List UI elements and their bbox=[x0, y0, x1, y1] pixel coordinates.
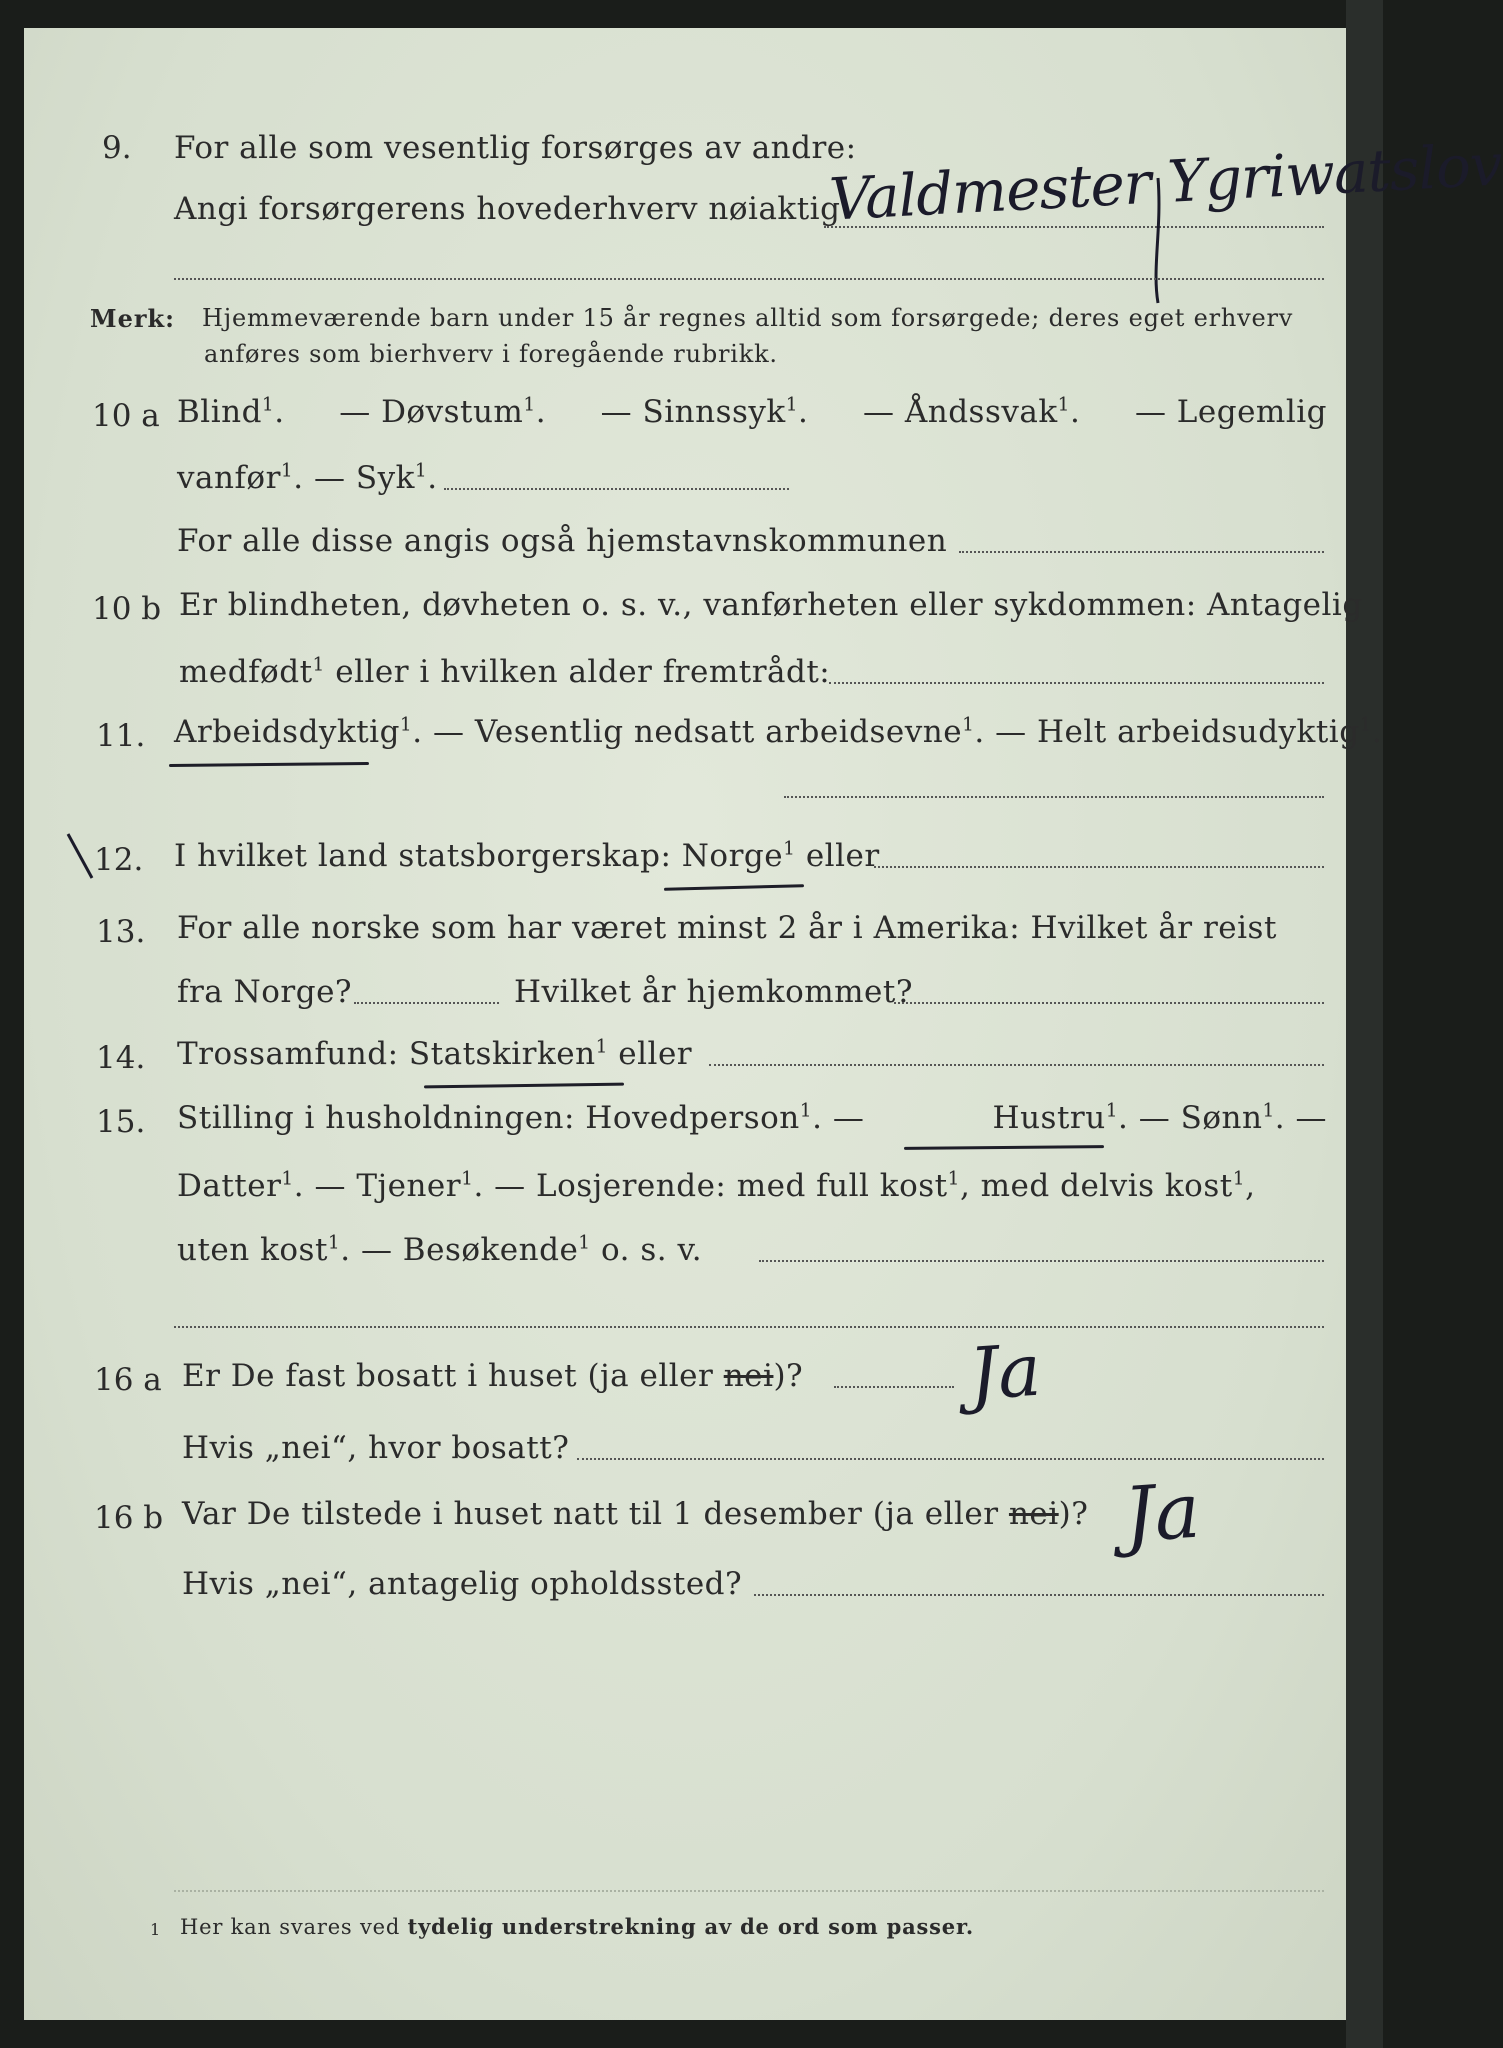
q16a-answer-line bbox=[834, 1386, 954, 1388]
q9-handwritten-answer: Valdmester Ygriwatslov bbox=[827, 130, 1503, 234]
q10a-line2: vanfør$^1$. — Syk$^1$. bbox=[177, 460, 438, 496]
q15-line1: Stilling i husholdningen: Hovedperson$^1$. — Hustru$^1$. — Sønn$^1$. — bbox=[177, 1100, 1327, 1136]
footnote-text: Her kan svares ved tydelig understrekning av de ord som passer. bbox=[180, 1914, 975, 1939]
q10a-blind: Blind$^1$. bbox=[177, 394, 285, 430]
q13-hjemkommet-line bbox=[894, 1002, 1324, 1004]
q16a-line1: Er De fast bosatt i huset (ja eller nei)? bbox=[182, 1358, 804, 1394]
census-form-page bbox=[24, 28, 1503, 2020]
q10b-line1: Er blindheten, døvheten o. s. v., vanførheten eller sykdommen: Antagelig bbox=[179, 587, 1363, 623]
q14-line: Trossamfund: Statskirken$^1$ eller bbox=[177, 1036, 693, 1072]
q13-line1: For alle norske som har været minst 2 år i Amerika: Hvilket år reist bbox=[177, 910, 1277, 946]
q12-underline-norge bbox=[664, 884, 804, 891]
q16b-line1: Var De tilstede i huset natt til 1 desember (ja eller nei)? bbox=[182, 1496, 1089, 1532]
q12-line: I hvilket land statsborgerskap: Norge$^1$ eller bbox=[174, 838, 880, 874]
q10b-line bbox=[829, 682, 1324, 684]
q11-number: 11. bbox=[96, 718, 146, 754]
q9-ink-stroke bbox=[1144, 168, 1174, 308]
q13-line2: fra Norge? bbox=[177, 974, 353, 1010]
scan-edge bbox=[1346, 0, 1383, 2048]
q16a-handwritten-answer: Ja bbox=[966, 1327, 1044, 1417]
q10a-andssvak: — Åndssvak$^1$. bbox=[863, 394, 1081, 430]
q16b-line2: Hvis „nei“, antagelig opholdssted? bbox=[182, 1566, 743, 1602]
q16a-line2: Hvis „nei“, hvor bosatt? bbox=[182, 1430, 570, 1466]
q14-underline-statskirken bbox=[424, 1083, 624, 1089]
q9-line1: For alle som vesentlig forsørges av andre: bbox=[174, 130, 857, 166]
q13-reist-line bbox=[354, 1002, 499, 1004]
q16a-bosatt-line bbox=[577, 1458, 1324, 1460]
footnote-marker: 1 bbox=[150, 1920, 161, 1939]
q13-number: 13. bbox=[96, 914, 146, 950]
q15-blank-line bbox=[174, 1326, 1324, 1328]
q14-line-fill bbox=[709, 1064, 1324, 1066]
q16a-number: 16 a bbox=[94, 1362, 162, 1398]
q10a-line3: For alle disse angis også hjemstavnskommunen bbox=[177, 523, 948, 559]
q16b-opholdssted-line bbox=[754, 1594, 1324, 1596]
merk-line1: Hjemmeværende barn under 15 år regnes alltid som forsørgede; deres eget erhverv bbox=[202, 304, 1294, 332]
q13-line2b: Hvilket år hjemkommet? bbox=[514, 974, 913, 1010]
q15-number: 15. bbox=[96, 1104, 146, 1140]
q12-line-fill bbox=[874, 866, 1324, 868]
q10a-syk-line bbox=[444, 488, 789, 490]
q11-line: Arbeidsdyktig$^1$. — Vesentlig nedsatt arbeidsevne$^1$. — Helt arbeidsudyktig$^1$. bbox=[174, 714, 1383, 750]
merk-line2: anføres som bierhverv i foregående rubrikk. bbox=[204, 340, 778, 368]
q11-underline-arbeidsdyktig bbox=[169, 762, 369, 767]
q15-underline-hustru bbox=[904, 1145, 1104, 1150]
q12-number: 12. bbox=[94, 842, 144, 878]
q10b-number: 10 b bbox=[92, 591, 162, 627]
q10a-dovstum: — Døvstum$^1$. bbox=[339, 394, 547, 430]
q11-blank-line bbox=[784, 796, 1324, 798]
q10a-number: 10 a bbox=[92, 398, 160, 434]
merk-label: Merk: bbox=[90, 304, 175, 333]
q9-line2: Angi forsørgerens hovederhverv nøiaktig bbox=[174, 191, 841, 227]
q16b-handwritten-answer: Ja bbox=[1120, 1465, 1203, 1560]
q10a-legemlig: — Legemlig bbox=[1134, 394, 1327, 430]
q9-blank-line bbox=[174, 278, 1324, 280]
q15-line-fill bbox=[759, 1260, 1324, 1262]
q15-line2: Datter$^1$. — Tjener$^1$. — Losjerende: med full kost$^1$, med delvis kost$^1$, bbox=[177, 1168, 1256, 1204]
footnote-rule bbox=[174, 1890, 1324, 1892]
q10a-line1 bbox=[177, 394, 1327, 430]
q16b-number: 16 b bbox=[94, 1500, 164, 1536]
q9-number: 9. bbox=[102, 130, 132, 166]
q14-number: 14. bbox=[96, 1040, 146, 1076]
q10b-line2: medfødt$^1$ eller i hvilken alder fremtrådt: bbox=[179, 654, 831, 690]
q10a-kommune-line bbox=[959, 551, 1324, 553]
q15-line3: uten kost$^1$. — Besøkende$^1$ o. s. v. bbox=[177, 1232, 703, 1268]
q10a-sinnssyk: — Sinnssyk$^1$. bbox=[600, 394, 809, 430]
